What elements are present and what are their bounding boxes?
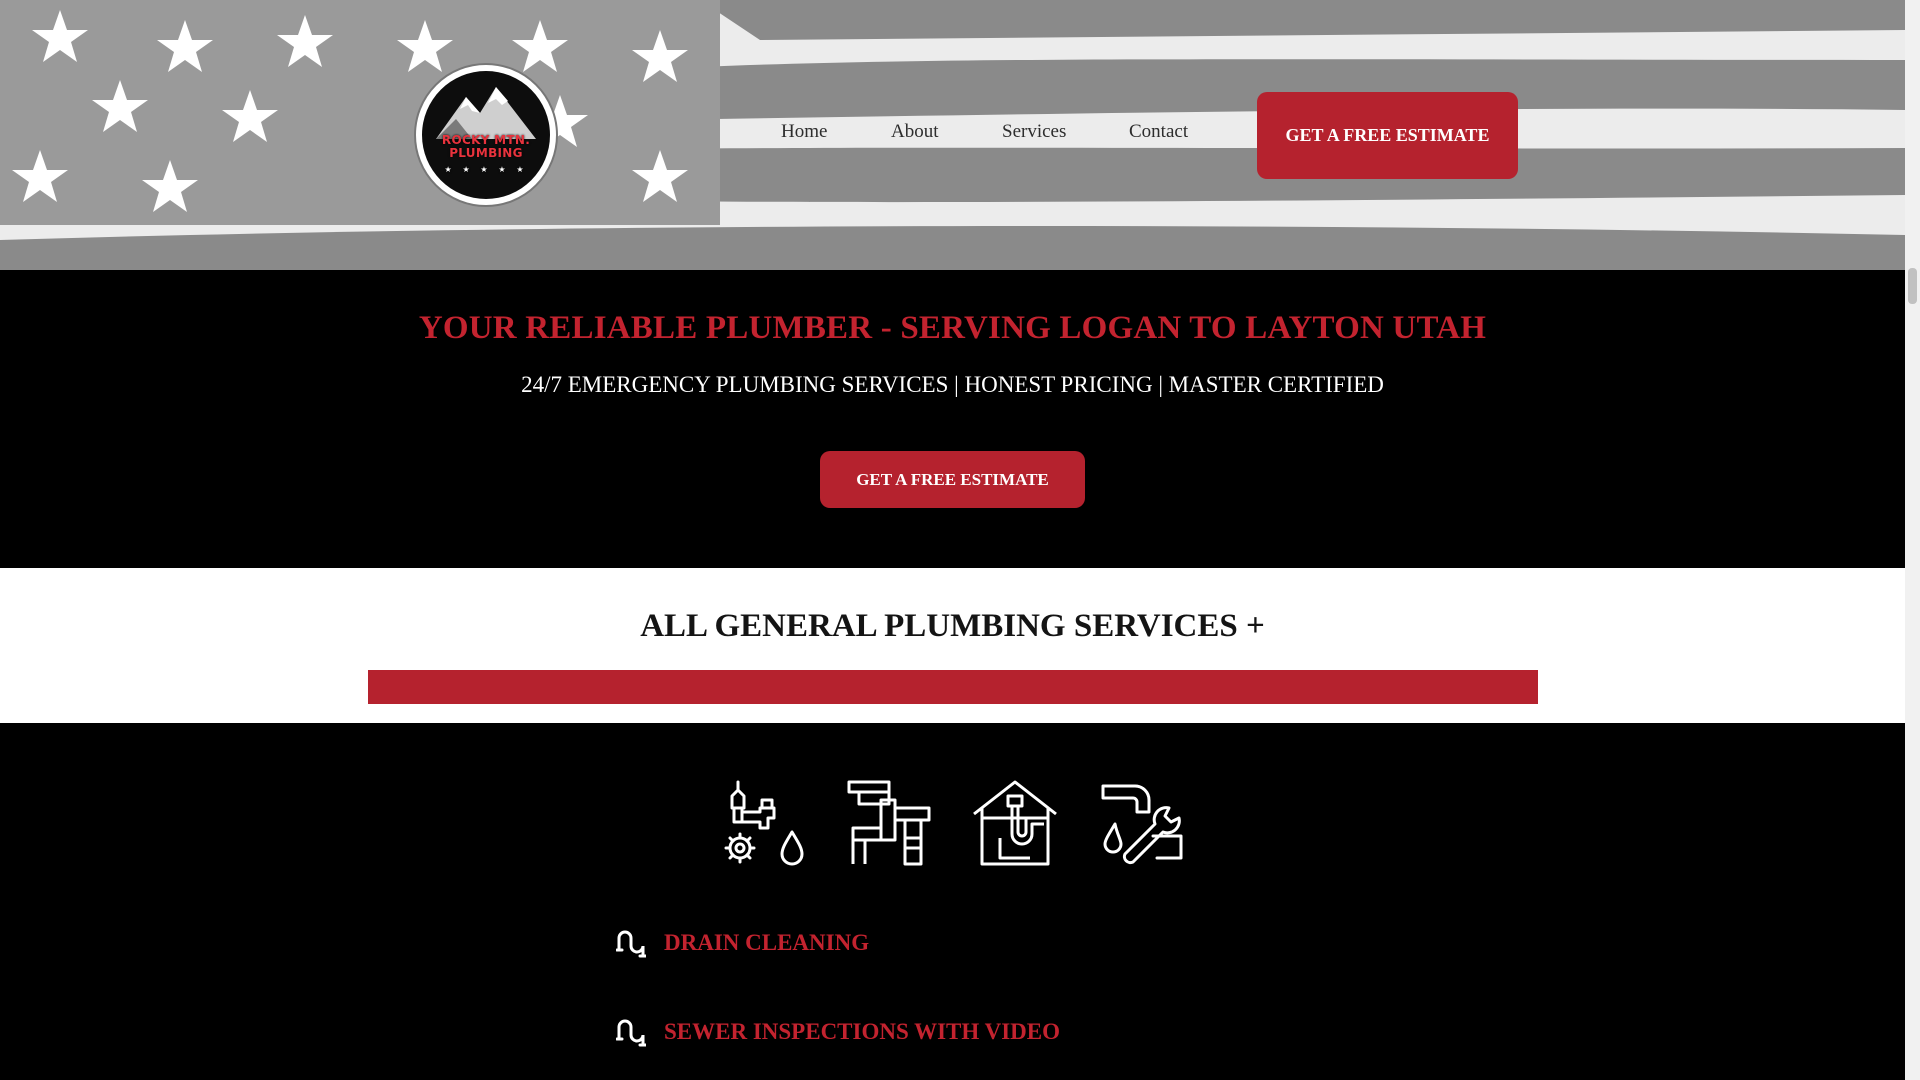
faucet-gear-drop-icon bbox=[720, 778, 810, 868]
page-scrollbar[interactable] bbox=[1905, 0, 1920, 1080]
header-free-estimate-button[interactable]: GET A FREE ESTIMATE bbox=[1257, 92, 1518, 179]
services-list-section bbox=[0, 723, 1905, 1080]
service-item-drain-cleaning[interactable] bbox=[616, 926, 869, 960]
p-trap-icon bbox=[616, 928, 646, 958]
red-divider-bar bbox=[368, 670, 1538, 704]
p-trap-icon bbox=[616, 1017, 646, 1047]
hero-section bbox=[0, 270, 1905, 568]
nav-home-link[interactable]: Home bbox=[781, 121, 828, 142]
service-icons-row bbox=[720, 778, 1190, 868]
hero-title: YOUR RELIABLE PLUMBER - SERVING LOGAN TO LAYTON UTAH bbox=[418, 310, 1487, 346]
site-logo[interactable] bbox=[414, 63, 558, 207]
hero-subtitle: 24/7 EMERGENCY PLUMBING SERVICES | HONEST PRICING | MASTER CERTIFIED bbox=[521, 372, 1384, 397]
logo-text bbox=[442, 134, 530, 176]
services-heading-section bbox=[0, 568, 1905, 723]
mountain-icon bbox=[436, 83, 536, 139]
service-item-sewer-inspections[interactable] bbox=[616, 1015, 1060, 1049]
site-header bbox=[0, 0, 1905, 270]
logo-line-1: ROCKY MTN. bbox=[441, 133, 531, 147]
logo-line-2: PLUMBING bbox=[449, 146, 523, 160]
service-label: DRAIN CLEANING bbox=[664, 930, 870, 955]
nav-about-link[interactable]: About bbox=[891, 121, 939, 142]
flag-background-graphic bbox=[0, 0, 1905, 270]
house-drain-icon bbox=[970, 778, 1060, 868]
pipe-fittings-icon bbox=[845, 778, 935, 868]
logo-badge bbox=[422, 71, 550, 199]
pipe-wrench-icon bbox=[1095, 778, 1185, 868]
hero-free-estimate-button[interactable]: GET A FREE ESTIMATE bbox=[820, 451, 1085, 508]
scrollbar-thumb[interactable] bbox=[1908, 268, 1917, 304]
services-heading: ALL GENERAL PLUMBING SERVICES + bbox=[640, 608, 1265, 644]
nav-services-link[interactable]: Services bbox=[1002, 121, 1067, 142]
logo-stars: ★ ★ ★ ★ ★ bbox=[444, 165, 528, 174]
service-label: SEWER INSPECTIONS WITH VIDEO bbox=[664, 1019, 1061, 1044]
nav-contact-link[interactable]: Contact bbox=[1129, 121, 1189, 142]
